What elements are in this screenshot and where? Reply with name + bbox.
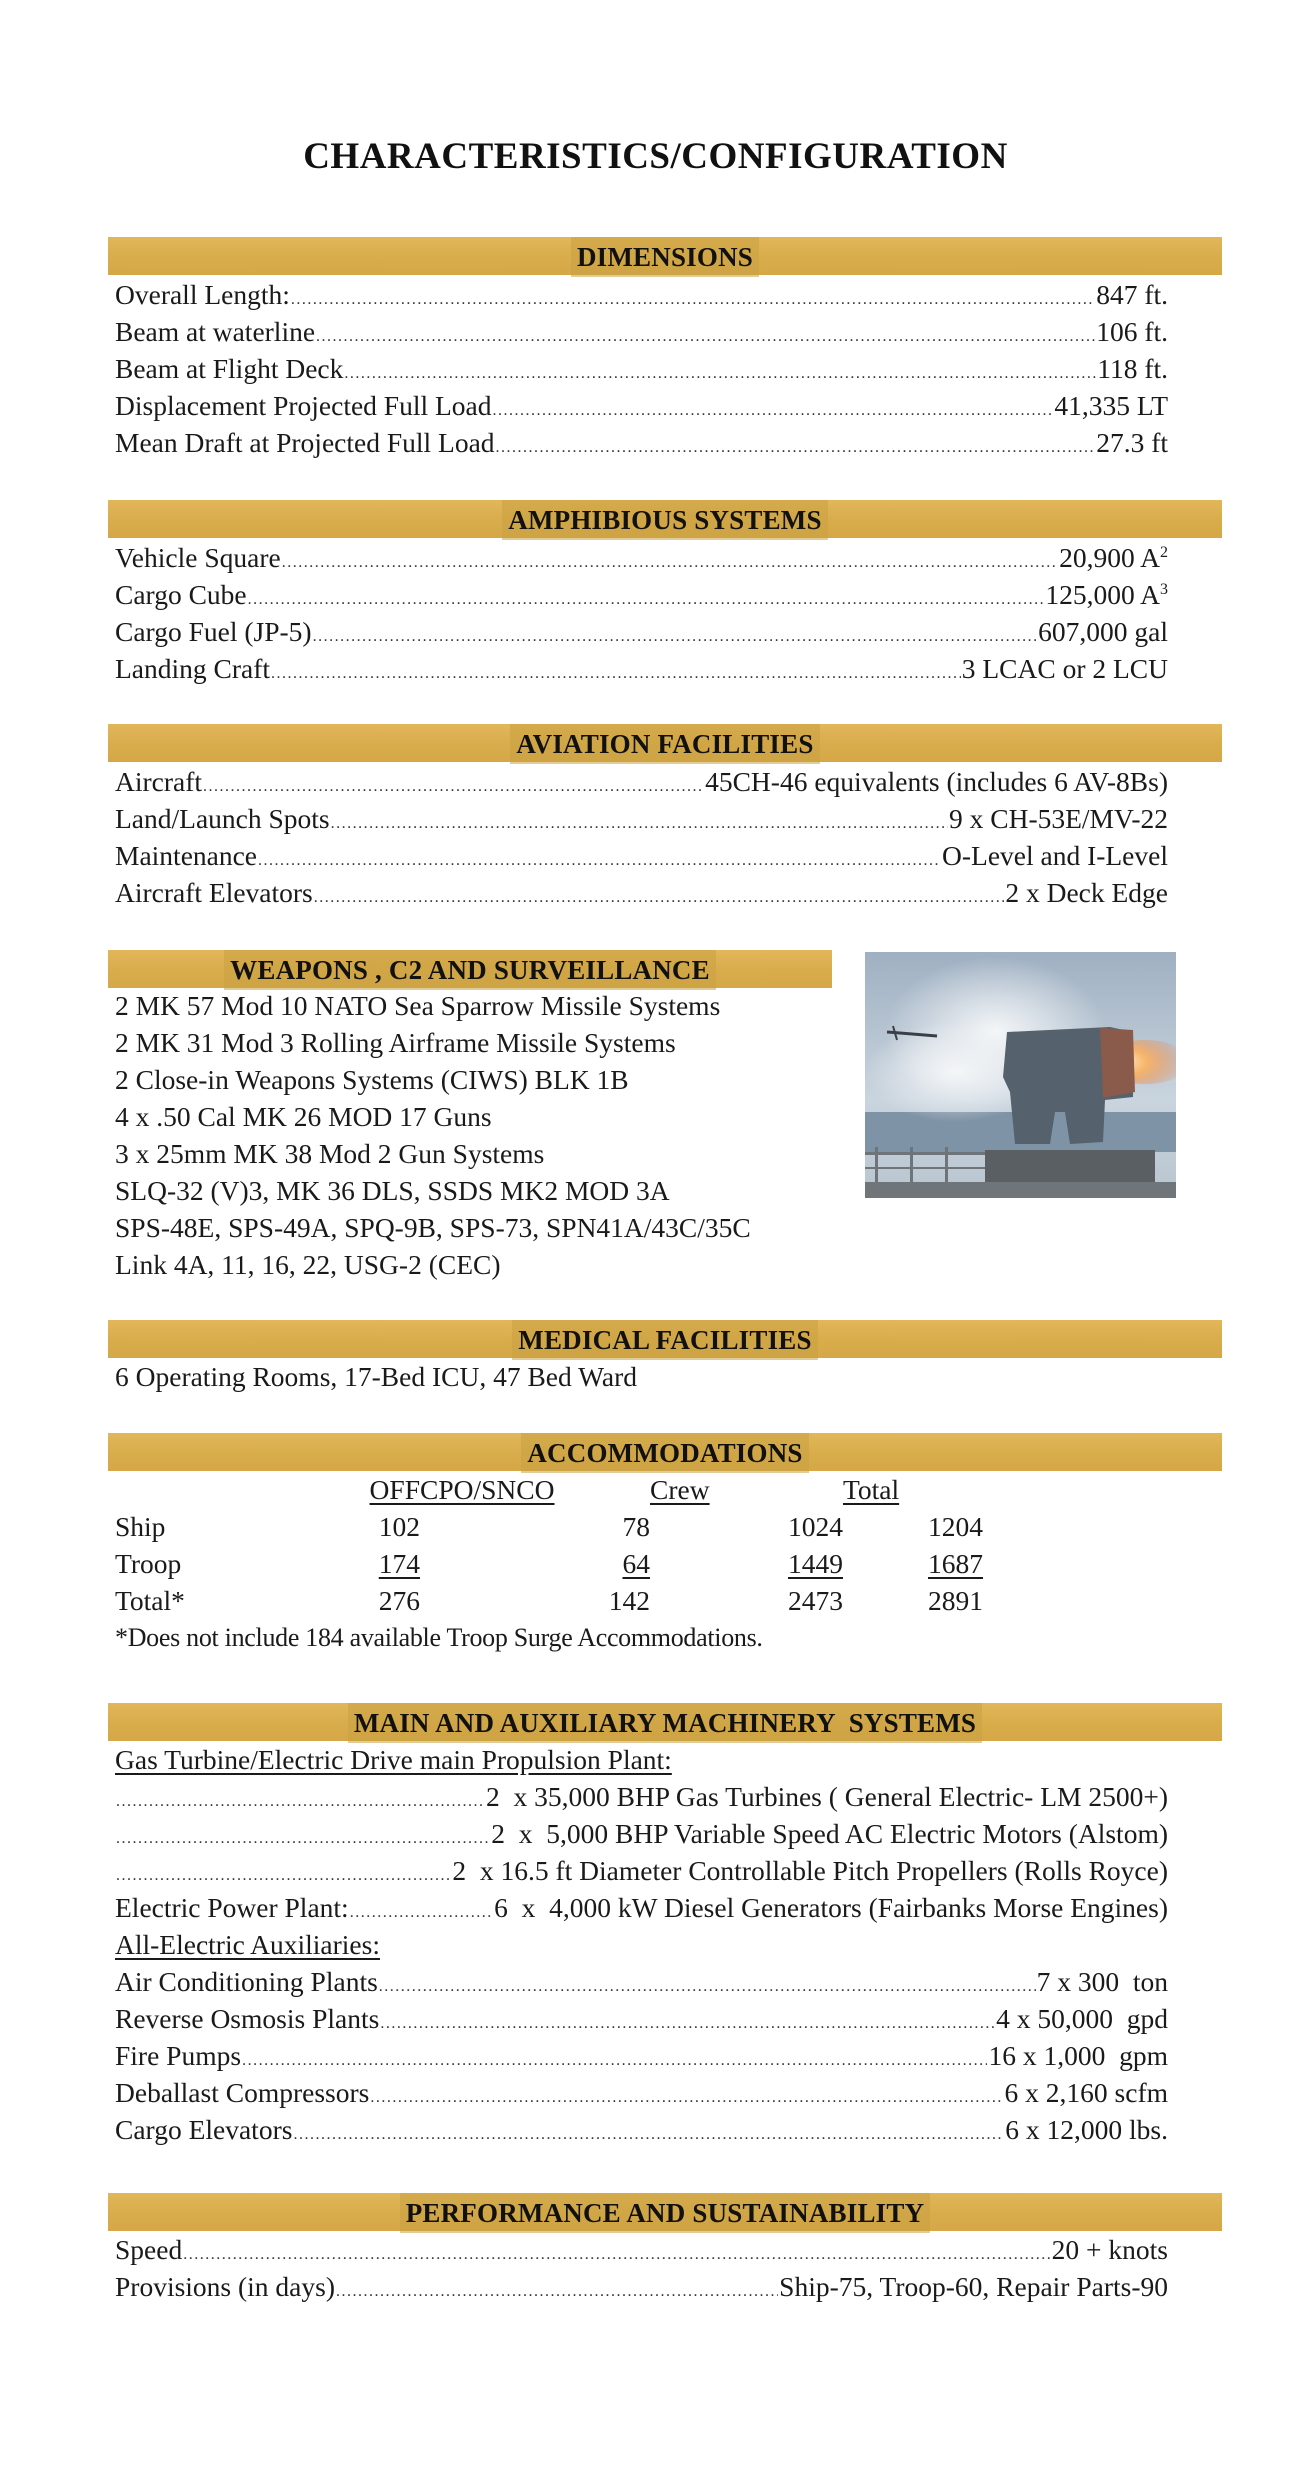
section-header-aviation — [108, 724, 1222, 762]
dot-leader — [282, 544, 1058, 581]
spec-value: 20 + knots — [1051, 2234, 1168, 2265]
dot-leader — [496, 429, 1096, 466]
table-cell — [420, 1545, 650, 1582]
cell-value: 174 — [378, 1548, 420, 1579]
spec-value: 7 x 300 ton — [1036, 1966, 1168, 1997]
weapon-item: 2 MK 57 Mod 10 NATO Sea Sparrow Missile Systems — [115, 990, 721, 1021]
spec-label: Aircraft Elevators — [115, 877, 313, 908]
spec-row — [115, 800, 1168, 837]
table-row — [115, 1508, 983, 1545]
table-cell: 276 — [378, 1585, 420, 1616]
spec-label: Air Conditioning Plants — [115, 1966, 378, 1997]
spec-row — [115, 1815, 1168, 1852]
spec-row — [115, 2231, 1168, 2268]
dot-leader — [380, 2005, 995, 2042]
spec-value: 2 x 16.5 ft Diameter Controllable Pitch Propellers (Rolls Royce) — [452, 1855, 1168, 1886]
table-row — [115, 1545, 983, 1582]
spec-row — [115, 650, 1168, 687]
footnote: *Does not include 184 available Troop Surge Accommodations. — [115, 1623, 763, 1652]
propulsion-heading: Gas Turbine/Electric Drive main Propulsion Plant: — [115, 1744, 672, 1775]
spec-row — [115, 387, 1168, 424]
table-header-row — [115, 1471, 983, 1508]
weapon-item: 4 x .50 Cal MK 26 MOD 17 Guns — [115, 1101, 492, 1132]
spec-row — [115, 1963, 1168, 2000]
spec-label: Cargo Fuel (JP-5) — [115, 616, 312, 647]
spec-label: Cargo Elevators — [115, 2114, 293, 2145]
spec-value: 41,335 LT — [1054, 390, 1168, 421]
spec-label: Displacement Projected Full Load — [115, 390, 492, 421]
spec-label: Beam at Flight Deck — [115, 353, 344, 384]
spec-label: Provisions (in days) — [115, 2271, 335, 2302]
section-title: AVIATION FACILITIES — [510, 724, 819, 764]
aviation-list — [115, 763, 1168, 911]
column-header: Total — [843, 1474, 900, 1505]
spec-label: Overall Length: — [115, 279, 290, 310]
header-cell — [420, 1471, 650, 1508]
section-title: PERFORMANCE AND SUSTAINABILITY — [400, 2193, 931, 2233]
spec-label: Aircraft — [115, 766, 203, 797]
weapons-list — [115, 987, 875, 1283]
spec-value: 3 LCAC or 2 LCU — [961, 653, 1168, 684]
dot-leader — [293, 2116, 1004, 2153]
row-label: Ship — [115, 1511, 166, 1542]
dot-leader — [316, 318, 1095, 355]
section-header-dimensions — [108, 237, 1222, 275]
subsection-heading — [115, 1926, 1168, 1963]
spec-value: 2 x Deck Edge — [1005, 877, 1168, 908]
column-header: OFF — [369, 1474, 420, 1505]
dot-leader — [370, 2079, 1003, 2116]
spec-row — [115, 837, 1168, 874]
table-cell: 142 — [608, 1585, 650, 1616]
dot-leader — [493, 392, 1054, 429]
cell-value: 1687 — [928, 1548, 983, 1579]
dimensions-list — [115, 276, 1168, 461]
spec-value: 6 x 4,000 kW Diesel Generators (Fairbanks Morse Engines) — [494, 1892, 1168, 1923]
table-cell — [650, 1545, 843, 1582]
section-header-amphibious — [108, 500, 1222, 538]
spec-label: Reverse Osmosis Plants — [115, 2003, 380, 2034]
spec-row — [115, 539, 1168, 576]
value-text: 125,000 A — [1045, 579, 1160, 610]
spec-row — [115, 2111, 1168, 2148]
auxiliaries-heading: All-Electric Auxiliaries: — [115, 1929, 380, 1960]
spec-value: 16 x 1,000 gpm — [988, 2040, 1168, 2071]
row-label: Total* — [115, 1585, 185, 1616]
weapon-item: 2 MK 31 Mod 3 Rolling Airframe Missile Systems — [115, 1027, 676, 1058]
spec-value: 2 x 5,000 BHP Variable Speed AC Electric Motors (Alstom) — [491, 1818, 1168, 1849]
cell-value: 64 — [622, 1548, 650, 1579]
spec-row — [115, 2000, 1168, 2037]
table-cell: 2473 — [788, 1585, 843, 1616]
spec-value — [1059, 539, 1168, 576]
spec-label: Maintenance — [115, 840, 258, 871]
table-cell: 2891 — [928, 1585, 983, 1616]
spec-row — [115, 424, 1168, 461]
weapon-item: SLQ-32 (V)3, MK 36 DLS, SSDS MK2 MOD 3A — [115, 1175, 670, 1206]
table-cell: 1024 — [788, 1511, 843, 1542]
weapon-item: 3 x 25mm MK 38 Mod 2 Gun Systems — [115, 1138, 545, 1169]
spec-label: Cargo Cube — [115, 579, 247, 610]
section-title: DIMENSIONS — [571, 237, 759, 277]
header-cell — [115, 1471, 325, 1508]
dot-leader — [291, 281, 1095, 318]
dot-leader — [116, 1820, 490, 1857]
table-cell — [843, 1545, 983, 1582]
page-title: CHARACTERISTICS/CONFIGURATION — [303, 136, 1008, 177]
weapon-item: Link 4A, 11, 16, 22, USG-2 (CEC) — [115, 1249, 501, 1280]
spec-value: 2 x 35,000 BHP Gas Turbines ( General Electric- LM 2500+) — [485, 1781, 1168, 1812]
dot-leader — [331, 805, 948, 842]
spec-label: Mean Draft at Projected Full Load — [115, 427, 495, 458]
spec-row — [115, 1852, 1168, 1889]
cell-value: 1449 — [788, 1548, 843, 1579]
spec-row — [115, 2037, 1168, 2074]
table-cell — [325, 1545, 420, 1582]
row-label: Troop — [115, 1548, 182, 1579]
section-title: WEAPONS , C2 AND SURVEILLANCE — [224, 950, 716, 990]
spec-value: Ship-75, Troop-60, Repair Parts-90 — [779, 2271, 1168, 2302]
column-header: CPO/SNCO — [420, 1474, 555, 1505]
accommodations-table-wrap — [115, 1471, 1168, 1656]
spec-row — [115, 2268, 1168, 2305]
spec-label: Deballast Compressors — [115, 2077, 370, 2108]
section-header-performance — [108, 2193, 1222, 2231]
spec-label: Beam at waterline — [115, 316, 316, 347]
spec-label: Land/Launch Spots — [115, 803, 330, 834]
dot-leader — [379, 1968, 1036, 2005]
spec-value: 6 x 12,000 lbs. — [1005, 2114, 1168, 2145]
spec-value: 607,000 gal — [1038, 616, 1168, 647]
accommodations-table — [115, 1471, 983, 1619]
section-title: MAIN AND AUXILIARY MACHINERY SYSTEMS — [348, 1703, 982, 1743]
spec-value: 6 x 2,160 scfm — [1004, 2077, 1168, 2108]
spec-label: Speed — [115, 2234, 183, 2265]
spec-value: O-Level and I-Level — [942, 840, 1168, 871]
spec-row — [115, 313, 1168, 350]
spec-label: Landing Craft — [115, 653, 271, 684]
section-header-machinery — [108, 1703, 1222, 1741]
subsection-heading — [115, 1741, 1168, 1778]
header-cell — [843, 1471, 983, 1508]
machinery-list — [115, 1741, 1168, 2148]
header-cell — [325, 1471, 420, 1508]
header-cell — [650, 1471, 843, 1508]
spec-row — [115, 1778, 1168, 1815]
spec-label: Electric Power Plant: — [115, 1892, 349, 1923]
weapon-item: 2 Close-in Weapons Systems (CIWS) BLK 1B — [115, 1064, 629, 1095]
table-cell: 78 — [622, 1511, 650, 1542]
dot-leader — [271, 655, 961, 692]
superscript: 3 — [1160, 580, 1168, 598]
section-header-weapons — [108, 950, 832, 988]
spec-value: 4 x 50,000 gpd — [996, 2003, 1168, 2034]
missile-launcher-image — [865, 952, 1176, 1198]
column-header: Crew — [650, 1474, 710, 1505]
spec-row — [115, 613, 1168, 650]
dot-leader — [313, 618, 1038, 655]
dot-leader — [248, 581, 1045, 618]
spec-row — [115, 576, 1168, 613]
spec-value: 847 ft. — [1096, 279, 1168, 310]
table-row — [115, 1582, 983, 1619]
amphibious-list — [115, 539, 1168, 687]
spec-row — [115, 763, 1168, 800]
superscript: 2 — [1160, 543, 1168, 561]
value-text: 20,900 A — [1059, 542, 1160, 573]
spec-value — [1045, 576, 1168, 613]
spec-value: 45CH-46 equivalents (includes 6 AV-8Bs) — [705, 766, 1168, 797]
weapon-item: SPS-48E, SPS-49A, SPQ-9B, SPS-73, SPN41A/43C/35C — [115, 1212, 751, 1243]
dot-leader — [336, 2273, 778, 2310]
dot-leader — [314, 879, 1005, 916]
dot-leader — [116, 1783, 485, 1820]
missile-launcher-photo — [865, 952, 1176, 1198]
section-header-medical — [108, 1320, 1222, 1358]
table-cell: 1204 — [928, 1511, 983, 1542]
spec-row — [115, 874, 1168, 911]
section-title: ACCOMMODATIONS — [521, 1433, 808, 1473]
table-cell: 102 — [378, 1511, 420, 1542]
spec-label: Vehicle Square — [115, 542, 281, 573]
section-title: MEDICAL FACILITIES — [512, 1320, 817, 1360]
spec-value: 27.3 ft — [1096, 427, 1168, 458]
spec-row — [115, 2074, 1168, 2111]
medical-text: 6 Operating Rooms, 17-Bed ICU, 47 Bed Ward — [115, 1361, 638, 1392]
spec-row — [115, 350, 1168, 387]
section-title: AMPHIBIOUS SYSTEMS — [502, 500, 827, 540]
section-header-accommodations — [108, 1433, 1222, 1471]
spec-value: 9 x CH-53E/MV-22 — [949, 803, 1168, 834]
dot-leader — [258, 842, 941, 879]
medical-list — [115, 1358, 1168, 1395]
performance-list — [115, 2231, 1168, 2305]
spec-value: 118 ft. — [1097, 353, 1168, 384]
spec-row — [115, 1889, 1168, 1926]
spec-row — [115, 276, 1168, 313]
spec-label: Fire Pumps — [115, 2040, 242, 2071]
spec-value: 106 ft. — [1096, 316, 1168, 347]
